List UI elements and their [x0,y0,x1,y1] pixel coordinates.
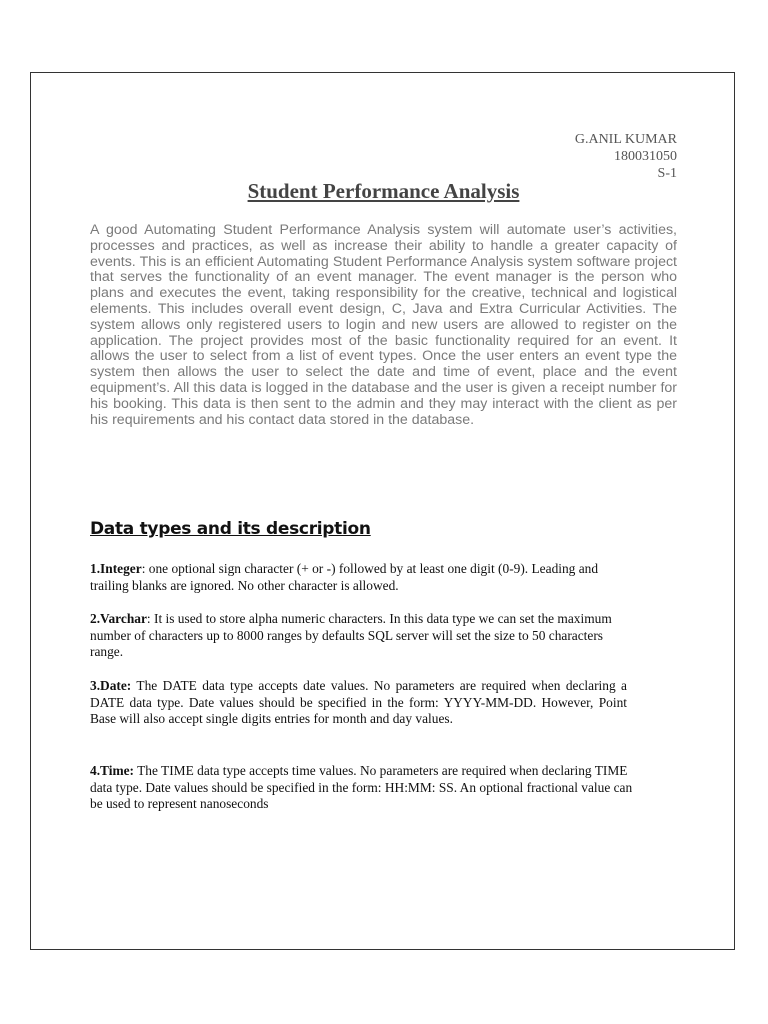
datatype-term: 3.Date: [90,678,132,693]
datatype-date [90,678,627,728]
datatype-term: 4.Time: [90,763,135,778]
abstract-paragraph: A good Automating Student Performance Analysis system will automate user’s activities, processes and practices, as well as increase their ability to handle a greater capacity of events. This is an efficient Automating Student Performance Analysis system software project that serves the functionality of an event manager. The event manager is the person who plans and executes the event, taking responsibility for the creative, technical and logistical elements. This includes overall event design, C, Java and Extra Curricular Activities. The system allows only registered users to login and new users are allowed to register on the application. The project provides most of the basic functionality required for an event. It allows the user to select from a list of event types. Once the user enters an event type the system then allows the user to select the date and time of event, place and the event equipment’s. All this data is logged in the database and the user is given a receipt number for his booking. This data is then sent to the admin and they may interact with the client as per his requirements and his contact data stored in the database. [90,222,677,428]
datatype-integer [90,561,627,594]
datatype-description: It is used to store alpha numeric characters. In this data type we can set the maximum number of characters up to 8000 ranges by defaults SQL server will set the size to 50 characters range. [90,611,612,659]
author-block [575,131,677,182]
document-title: Student Performance Analysis [247,179,520,203]
author-id: 180031050 [614,149,677,164]
datatype-separator: : [146,611,151,626]
datatypes-heading: Data types and its description [90,519,371,539]
author-section: S-1 [657,166,677,181]
datatype-description: The TIME data type accepts time values. No parameters are required when declaring TIME data type. Date values should be specified in the form: HH:MM: SS. An optional fractional value can be used to represent nanoseconds [90,763,633,811]
datatype-description: The DATE data type accepts date values. No parameters are required when declaring a DATE data type. Date values should be specified in the form: YYYY-MM-DD. However, Point Base will also accept single digits entries for month and day values. [90,678,627,726]
datatype-description: one optional sign character (+ or -) followed by at least one digit (0-9). Leading and trailing blanks are ignored. No other character is allowed. [90,561,599,593]
datatype-time [90,763,635,813]
datatype-term: 2.Varchar [90,611,147,626]
author-name: G.ANIL KUMAR [574,132,677,147]
datatype-term: 1.Integer [90,561,142,576]
datatype-varchar [90,611,627,661]
datatype-separator: : [141,561,146,576]
document-page [30,72,735,950]
